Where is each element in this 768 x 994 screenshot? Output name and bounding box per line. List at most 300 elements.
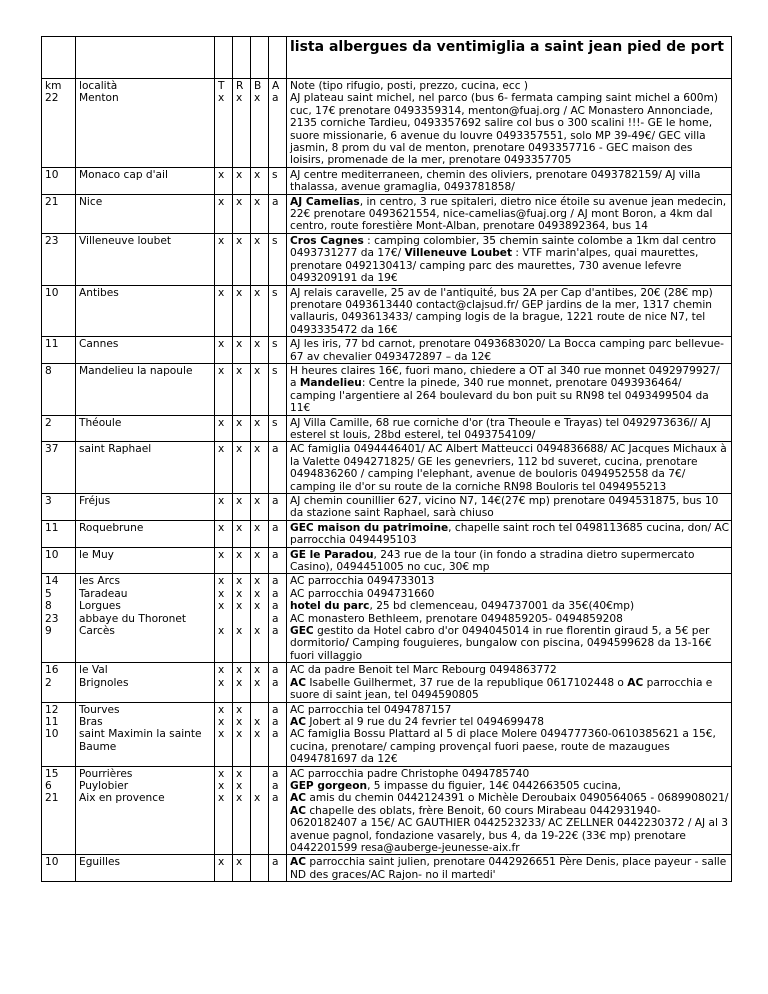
table-row	[42, 855, 732, 882]
a-flag: a	[272, 703, 279, 716]
note-cell	[287, 855, 732, 882]
localita-value: Carcès	[79, 625, 115, 638]
a-cell	[269, 547, 287, 574]
km-cell	[42, 233, 76, 285]
table-row	[42, 494, 732, 521]
a-flag: a	[272, 495, 279, 507]
localita-cell	[76, 285, 215, 337]
b-flag: x	[254, 338, 261, 351]
km-value: 10	[45, 728, 59, 741]
localita-cell	[76, 337, 215, 364]
a-cell	[269, 363, 287, 415]
r-flag: x	[236, 92, 243, 105]
t-header: T	[218, 80, 225, 92]
note-text: , in centro, 3 rue spitaleri, dietro nice étoile su avenue jean medecin, 22€ prenotare 0493621554, nice-camelias@fuaj.org / AJ mont Boron, a 4km dal centro, route forestière Mont-Alban, prenotare 0493892364, bus 14	[290, 195, 727, 233]
localita-value: Monaco cap d'ail	[79, 168, 168, 181]
localita-cell	[76, 574, 215, 663]
localita-value: Nice	[79, 195, 103, 208]
r-flag: x	[236, 767, 243, 780]
note-bold-text: Mandelieu	[299, 377, 362, 390]
r-header-cell	[233, 79, 251, 168]
r-flag: x	[236, 625, 243, 638]
localita-header: località	[79, 80, 118, 92]
localita-value: Puylobier	[79, 779, 129, 792]
a-cell	[269, 663, 287, 702]
a-flag: a	[272, 521, 279, 534]
a-flag: s	[272, 416, 278, 429]
t-flag	[218, 613, 230, 625]
localita-cell	[76, 415, 215, 442]
km-value: 14	[45, 575, 59, 588]
r-cell	[233, 855, 251, 882]
t-cell	[215, 194, 233, 233]
t-flag: x	[218, 625, 225, 638]
t-cell	[215, 363, 233, 415]
b-flag: x	[254, 364, 261, 377]
t-flag: x	[218, 575, 225, 588]
r-flag: x	[236, 168, 243, 181]
localita-cell	[76, 855, 215, 882]
note-text: AC monastero Bethleem, prenotare 0494859205- 0494859208	[290, 612, 623, 625]
table-row	[42, 363, 732, 415]
t-flag: x	[218, 792, 225, 805]
header-row	[42, 79, 732, 168]
r-flag: x	[236, 575, 243, 588]
b-flag: x	[254, 625, 261, 638]
note-bold-text: AC	[290, 715, 306, 728]
t-cell	[215, 337, 233, 364]
t-cell	[215, 442, 233, 494]
km-cell	[42, 520, 76, 547]
r-cell	[233, 702, 251, 766]
note-text: AJ Villa Camille, 68 rue corniche d'or (tra Theoule e Trayas) tel 0492973636// AJ esterel st louis, 28bd esterel, tel 0493754109/	[290, 416, 711, 441]
note-cell	[287, 337, 732, 364]
t-flag: x	[218, 443, 225, 456]
a-cell	[269, 766, 287, 855]
t-flag: x	[218, 767, 225, 780]
km-value: 2	[45, 676, 52, 689]
km-value: 8	[45, 600, 52, 613]
table-row	[42, 167, 732, 194]
table-row	[42, 663, 732, 702]
note-bold-text: AC	[290, 804, 306, 817]
km-value: 3	[45, 495, 52, 507]
r-flag: x	[236, 548, 243, 561]
r-flag: x	[236, 664, 243, 677]
t-flag: x	[218, 234, 225, 247]
note-text: , 243 rue de la tour (in fondo a stradina dietro supermercato Casino), 0494451005 no cuc, 30€ mp	[290, 548, 695, 574]
b-cell	[251, 442, 269, 494]
r-cell	[233, 363, 251, 415]
t-cell	[215, 233, 233, 285]
km-cell	[42, 285, 76, 337]
km-header-cell	[42, 79, 76, 168]
a-header-cell	[269, 79, 287, 168]
localita-value: Tourves	[79, 703, 120, 716]
note-cell	[287, 547, 732, 574]
note-cell	[287, 363, 732, 415]
note-text: chapelle des oblats, frère Benoit, 60 cours Mirabeau 0442931940- 0620182407 a 15€/ AC GAUTHIER 0442523233/ AC ZELLNER 0442230372 / AJ al 3 avenue pagnol, fondazione vasarely, bus 4, da 19-22€ (33€ mp) prenotare 0442201599 resa@auberge-jeunesse-aix.fr	[290, 804, 729, 854]
r-flag: x	[236, 792, 243, 805]
a-cell	[269, 520, 287, 547]
localita-cell	[76, 494, 215, 521]
a-flag: a	[272, 195, 279, 208]
localita-value: Roquebrune	[79, 521, 144, 534]
km-cell	[42, 663, 76, 702]
b-flag: x	[254, 495, 261, 507]
note-bold-text: /	[345, 637, 349, 650]
km-value: 15	[45, 767, 59, 780]
localita-header-cell	[76, 79, 215, 168]
r-flag: x	[236, 521, 243, 534]
note-cell	[287, 494, 732, 521]
a-flag: a	[272, 600, 279, 613]
note-cell	[287, 574, 732, 663]
r-flag: x	[236, 779, 243, 792]
a-header: A	[272, 80, 280, 92]
r-cell	[233, 194, 251, 233]
b-cell	[251, 855, 269, 882]
a-flag: s	[272, 234, 278, 247]
localita-value: Taradeau	[79, 587, 128, 600]
t-flag: x	[218, 779, 225, 792]
r-flag: x	[236, 338, 243, 351]
b-flag	[254, 613, 266, 625]
localita-value: saint Raphael	[79, 443, 152, 456]
a-cell	[269, 233, 287, 285]
title-blank-cell	[251, 37, 269, 79]
note-bold-text: Cros Cagnes	[290, 234, 364, 247]
localita-cell	[76, 766, 215, 855]
a-flag: s	[272, 364, 278, 377]
km-value: 6	[45, 779, 52, 792]
km-value: 9	[45, 625, 52, 638]
r-flag: x	[236, 703, 243, 716]
note-bold-text: GE le Paradou	[290, 548, 374, 561]
table-row	[42, 547, 732, 574]
t-flag: x	[218, 856, 225, 869]
note-text: , 25 bd clemenceau, 0494737001 da 35€(40€mp)	[369, 600, 635, 613]
note-bold-text: AC	[290, 856, 306, 869]
km-value: 10	[45, 856, 59, 869]
localita-cell	[76, 442, 215, 494]
r-cell	[233, 167, 251, 194]
localita-value: le Muy	[79, 548, 114, 561]
a-flag: a	[272, 612, 279, 625]
t-flag: x	[218, 676, 225, 689]
a-flag: a	[272, 587, 279, 600]
note-text: parrocchia saint julien, prenotare 0442926651 Père Denis, place payeur - salle ND des graces/AC Rajon- no il martedi'	[290, 856, 727, 881]
b-flag: x	[254, 521, 261, 534]
r-cell	[233, 663, 251, 702]
note-header-cell	[287, 79, 732, 168]
a-cell	[269, 167, 287, 194]
note-text: Jobert al 9 rue du 24 fevrier tel 0494699478	[305, 715, 545, 728]
b-flag	[254, 768, 266, 780]
t-flag: x	[218, 286, 225, 299]
km-cell	[42, 415, 76, 442]
localita-value: Menton	[79, 92, 119, 105]
b-cell	[251, 285, 269, 337]
km-cell	[42, 442, 76, 494]
t-flag: x	[218, 728, 225, 741]
a-flag: a	[272, 728, 279, 741]
r-flag: x	[236, 856, 243, 869]
t-flag: x	[218, 364, 225, 377]
note-bold-text: Villeneuve Loubet	[404, 247, 513, 260]
note-text: : camping colombier, 35 chemin sainte colombe a 1km dal centro 0493731277 da 17€/	[290, 234, 716, 260]
km-value: 23	[45, 612, 59, 625]
a-cell	[269, 285, 287, 337]
note-text: , chapelle saint roch tel 0498113685 cucina, don/ AC parrocchia 0494495103	[290, 521, 729, 547]
b-cell	[251, 233, 269, 285]
r-cell	[233, 233, 251, 285]
note-cell	[287, 442, 732, 494]
note-text: AC parrocchia 0494733013	[290, 575, 435, 588]
title-blank-cell	[233, 37, 251, 79]
table-row	[42, 337, 732, 364]
a-flag: a	[272, 548, 279, 561]
table-row	[42, 194, 732, 233]
a-cell	[269, 855, 287, 882]
b-flag: x	[254, 548, 261, 561]
b-flag: x	[254, 286, 261, 299]
note-text: AC da padre Benoit tel Marc Rebourg 0494863772	[290, 664, 557, 677]
a-flag: a	[272, 676, 279, 689]
note-cell	[287, 167, 732, 194]
b-cell	[251, 363, 269, 415]
r-flag: x	[236, 676, 243, 689]
t-flag: x	[218, 416, 225, 429]
km-header: km	[45, 80, 62, 92]
b-cell	[251, 494, 269, 521]
km-value: 11	[45, 715, 59, 728]
r-cell	[233, 494, 251, 521]
b-cell	[251, 547, 269, 574]
localita-value: Bras	[79, 715, 103, 728]
table-row	[42, 702, 732, 766]
km-value: 21	[45, 792, 59, 805]
km-value: 22	[45, 92, 59, 105]
localita-value: saint Maximin la sainte Baume	[79, 728, 202, 753]
b-cell	[251, 520, 269, 547]
a-flag: a	[272, 92, 279, 105]
r-cell	[233, 285, 251, 337]
b-flag: x	[254, 792, 261, 805]
km-value: 11	[45, 338, 59, 351]
r-cell	[233, 337, 251, 364]
a-cell	[269, 415, 287, 442]
b-header-cell	[251, 79, 269, 168]
table-row	[42, 574, 732, 663]
km-cell	[42, 363, 76, 415]
t-flag: x	[218, 495, 225, 507]
note-text: H heures claires 16€, fuori mano, chiedere a OT al 340 rue monnet 0492979927/ a	[290, 364, 720, 390]
r-header: R	[236, 80, 244, 92]
table-row	[42, 766, 732, 855]
a-flag: s	[272, 286, 278, 299]
localita-value: Mandelieu la napoule	[79, 364, 193, 377]
b-flag: x	[254, 676, 261, 689]
t-flag: x	[218, 600, 225, 613]
document-title: lista albergues da ventimiglia a saint jean pied de port	[287, 37, 732, 79]
b-cell	[251, 702, 269, 766]
b-cell	[251, 167, 269, 194]
a-flag: s	[272, 338, 278, 351]
note-bold-text: AC	[627, 676, 644, 689]
localita-value: Brignoles	[79, 676, 129, 689]
r-flag: x	[236, 286, 243, 299]
km-value: 10	[45, 168, 59, 181]
note-bold-text: hotel du parc	[290, 600, 370, 613]
localita-value: le Val	[79, 664, 108, 677]
t-flag: x	[218, 664, 225, 677]
note-text: AJ chemin counillier 627, vicino N7, 14€(27€ mp) prenotare 0494531875, bus 10 da stazione saint Raphael, sarà chiuso	[290, 495, 719, 520]
localita-value: les Arcs	[79, 575, 121, 588]
km-cell	[42, 194, 76, 233]
km-value: 2	[45, 416, 52, 429]
title-blank-cell	[215, 37, 233, 79]
note-bold-text: GEC maison du patrimoine	[290, 521, 449, 534]
km-value: 10	[45, 286, 59, 299]
localita-cell	[76, 363, 215, 415]
table-row	[42, 233, 732, 285]
title-row	[42, 37, 732, 79]
table-row	[42, 285, 732, 337]
note-text: AC famiglia 0494446401/ AC Albert Matteucci 0494836688/ AC Jacques Michaux à la Valette 0494271825/ GE les genevriers, 112 bd suveret, cucina, prenotare 0494836260 / camping l'elephant, avenue de bouloris 0494952558 da 7€/ camping ile d'or su route de la corniche RN98 Bouloris tel 0494955213	[290, 443, 727, 493]
note-text: AJ les iris, 77 bd carnot, prenotare 0493683020/ La Bocca camping parc bellevue- 67 av chevalier 0493472897 – da 12€	[290, 338, 724, 363]
r-flag: x	[236, 715, 243, 728]
localita-cell	[76, 167, 215, 194]
a-flag: a	[272, 625, 279, 638]
note-text: AC famiglia Bossu Plattard al 5 di place Molere 0494777360-0610385621 a 15€, cucina, prenotare/ camping provençal fuori paese, route de mazaugues 0494781697 da 12€	[290, 728, 716, 766]
t-cell	[215, 663, 233, 702]
a-flag: a	[272, 575, 279, 588]
t-flag: x	[218, 715, 225, 728]
note-text: parrocchia e suore di saint jean, tel 0494590805	[290, 676, 713, 702]
a-flag: a	[272, 779, 279, 792]
title-blank-cell	[42, 37, 76, 79]
note-cell	[287, 415, 732, 442]
t-flag: x	[218, 338, 225, 351]
km-value: 5	[45, 587, 52, 600]
localita-value: Antibes	[79, 286, 119, 299]
t-header-cell	[215, 79, 233, 168]
a-flag: a	[272, 792, 279, 805]
km-value: 16	[45, 664, 59, 677]
note-cell	[287, 194, 732, 233]
note-cell	[287, 233, 732, 285]
b-flag: x	[254, 416, 261, 429]
b-cell	[251, 663, 269, 702]
r-flag: x	[236, 364, 243, 377]
b-flag: x	[254, 715, 261, 728]
note-text: AJ relais caravelle, 25 av de l'antiquité, bus 2A per Cap d'antibes, 20€ (28€ mp) prenotare 0493613440 contact@clajsud.fr/ GEP jardins de la mer, 1317 chemin vallauris, 0493613433/ camping logis de la brague, 1221 route de nice N7, tel 0493335472 da 16€	[290, 286, 713, 336]
note-text: AC parrocchia tel 0494787157	[290, 703, 452, 716]
b-header: B	[254, 80, 262, 92]
note-text: Isabelle Guilhermet, 37 rue de la republique 0617102448 o	[305, 676, 628, 689]
r-flag: x	[236, 495, 243, 507]
b-flag: x	[254, 195, 261, 208]
t-cell	[215, 415, 233, 442]
b-flag: x	[254, 234, 261, 247]
t-flag: x	[218, 92, 225, 105]
t-cell	[215, 702, 233, 766]
note-text: AJ centre mediterraneen, chemin des oliviers, prenotare 0493782159/ AJ villa thalassa, avenue gramaglia, 0493781858/	[290, 168, 701, 194]
note-text: AC parrocchia 0494731660	[290, 587, 435, 600]
localita-value: Eguilles	[79, 856, 120, 869]
km-cell	[42, 547, 76, 574]
localita-value: Fréjus	[79, 495, 111, 507]
t-flag: x	[218, 548, 225, 561]
a-cell	[269, 442, 287, 494]
note-text: AC parrocchia padre Christophe 0494785740	[290, 767, 530, 780]
a-flag: a	[272, 443, 279, 456]
note-bold-text: GEC	[290, 625, 314, 638]
t-flag: x	[218, 521, 225, 534]
t-cell	[215, 285, 233, 337]
title-blank-cell	[269, 37, 287, 79]
r-cell	[233, 766, 251, 855]
t-cell	[215, 766, 233, 855]
note-cell	[287, 285, 732, 337]
a-flag: a	[272, 767, 279, 780]
b-flag	[254, 780, 266, 792]
b-flag: x	[254, 600, 261, 613]
a-cell	[269, 494, 287, 521]
b-cell	[251, 766, 269, 855]
km-cell	[42, 766, 76, 855]
t-flag: x	[218, 168, 225, 181]
t-cell	[215, 855, 233, 882]
localita-value: Pourrières	[79, 767, 133, 780]
km-value: 10	[45, 548, 59, 561]
t-cell	[215, 167, 233, 194]
km-value: 11	[45, 521, 59, 534]
localita-cell	[76, 702, 215, 766]
table-row	[42, 415, 732, 442]
km-value: 8	[45, 364, 52, 377]
km-cell	[42, 574, 76, 663]
a-cell	[269, 574, 287, 663]
t-cell	[215, 547, 233, 574]
note-bold-text: AC	[290, 792, 306, 805]
r-flag: x	[236, 728, 243, 741]
km-value: 21	[45, 195, 59, 208]
t-cell	[215, 494, 233, 521]
b-flag: x	[254, 443, 261, 456]
localita-cell	[76, 233, 215, 285]
a-cell	[269, 702, 287, 766]
b-flag: x	[254, 168, 261, 181]
b-flag	[254, 856, 266, 868]
note-text: : VTF marin'alpes, quai maurettes, prenotare 0492130413/ camping parc des maurettes, 730 avenue lefevre 0493209191 da 19€	[290, 247, 699, 285]
r-flag: x	[236, 195, 243, 208]
localita-value: Théoule	[79, 416, 122, 429]
a-cell	[269, 194, 287, 233]
r-flag: x	[236, 587, 243, 600]
note-text: : Centre la pinede, 340 rue monnet, prenotare 0493936464/ camping l'argentiere al 264 boulevard du bon puit su RN98 tel 0493499504 da 11€	[290, 377, 709, 415]
r-cell	[233, 520, 251, 547]
note-text: , 5 impasse du figuier, 14€ 0442663505 cucina,	[367, 779, 622, 792]
note-cell	[287, 766, 732, 855]
localita-cell	[76, 194, 215, 233]
r-flag	[236, 613, 248, 625]
km-cell	[42, 702, 76, 766]
r-cell	[233, 547, 251, 574]
albergues-table	[41, 36, 732, 882]
localita-value: Lorgues	[79, 600, 121, 613]
